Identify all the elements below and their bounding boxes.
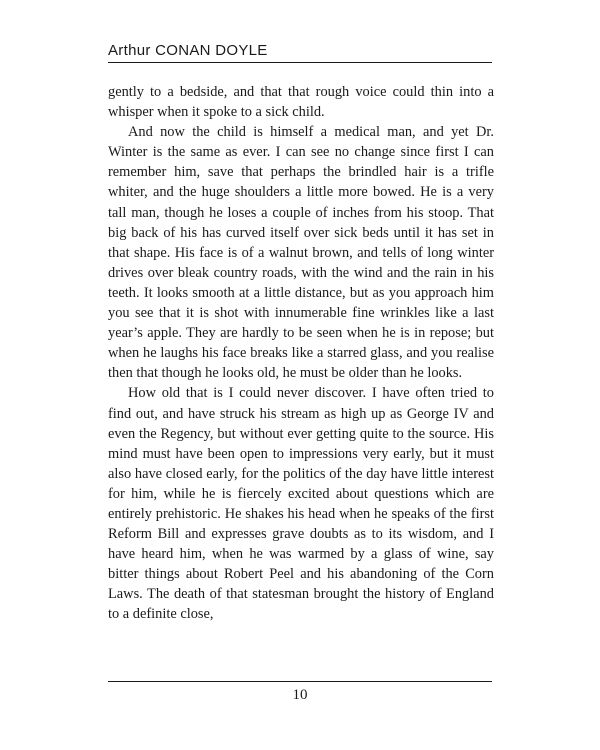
paragraph-continued: gently to a bedside, and that that rough voice could thin into a whisper when it spoke to a sick child.	[108, 84, 494, 121]
page-number: 10	[292, 687, 308, 703]
paragraph: And now the child is himself a medical man, and yet Dr. Winter is the same as ever. I can see no change since first I can remember him, save that perhaps the brindled hair is a trifle whiter, and the huge shoulders a little more bowed. He is a very tall man, though he loses a couple of inches from his stoop. That big back of his has curved itself over sick beds until it has set in that shape. His face is of a walnut brown, and tells of long winter drives over bleak country roads, with the wind and the rain in his teeth. It looks smooth at a little distance, but as you approach him you see that it is shot with innumerable fine wrinkles like a last year’s apple. They are hardly to be seen when he is in repose; but when he laughs his face breaks like a starred glass, and you realise then that though he looks old, he must be older than he looks.	[108, 124, 494, 382]
footer-rule	[108, 681, 492, 682]
header-rule	[108, 62, 492, 63]
body-text	[108, 82, 494, 625]
running-head-author: Arthur CONAN DOYLE	[108, 42, 268, 59]
paragraph: How old that is I could never discover. I have often tried to find out, and have struck his stream as high up as George IV and even the Regency, but without ever getting quite to the source. His mind must have been open to impressions very early, but it must also have closed early, for the politics of the day have little interest for him, while he is fiercely excited about questions which are entirely prehistoric. He shakes his head when he speaks of the first Reform Bill and expresses grave doubts as to its wisdom, and I have heard him, when he was warmed by a glass of wine, say bitter things about Robert Peel and his abandoning of the Corn Laws. The death of that statesman brought the history of England to a definite close,	[108, 385, 494, 623]
